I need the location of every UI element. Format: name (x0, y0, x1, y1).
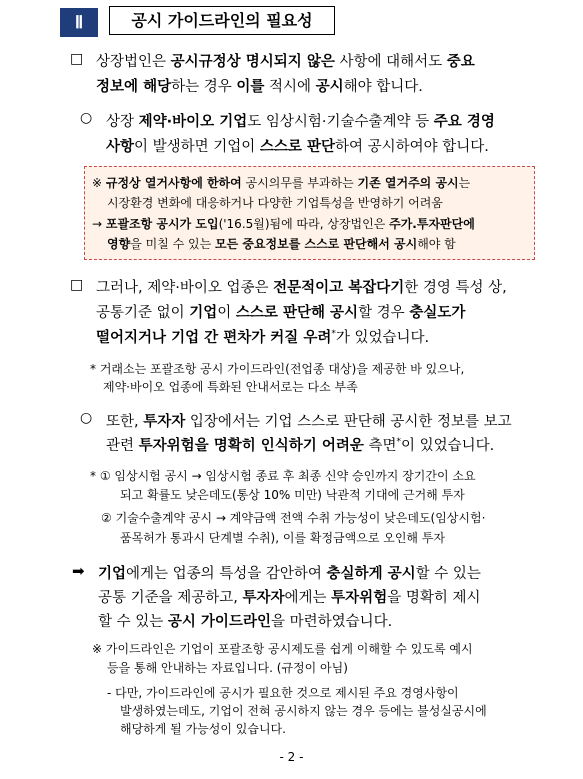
circle-bullet-icon: ○ (80, 410, 93, 426)
footnote-2-line-1: * ① 임상시험 공시 → 임상시험 종료 후 최종 신약 승인까지 장기간이 소요 (90, 469, 476, 483)
footnote-1-line-1: * 거래소는 포괄조항 공시 가이드라인(전업종 대상)을 제공한 바 있으나, (90, 362, 465, 376)
paragraph-4-line-2: 관련 투자위험을 명확히 인식하기 어려운 측면*이 있었습니다. (106, 437, 495, 454)
paragraph-3-line-3: 떨어지거나 기업 간 편차가 커질 우려*가 있었습니다. (96, 329, 430, 346)
paragraph-1-line-2: 정보에 해당하는 경우 이를 적시에 공시해야 합니다. (96, 79, 423, 95)
note-line-2: 시장환경 변화에 대응하거나 다양한 기업특성을 반영하기 어려움 (107, 196, 443, 210)
paragraph-2-line-2: 사항이 발생하면 기업이 스스로 판단하여 공시하여야 합니다. (106, 139, 489, 155)
section-number: Ⅱ (60, 8, 98, 37)
note-2-line-5: 해당하게 될 가능성이 있습니다. (120, 722, 286, 736)
section-title: 공시 가이드라인의 필요성 (109, 6, 335, 35)
note-line-4: 영향을 미칠 수 있는 모든 중요정보를 스스로 판단해서 공시해야 함 (107, 237, 456, 251)
note-2-line-1: ※ 가이드라인은 기업이 포괄조항 공시제도를 쉽게 이해할 수 있도록 예시 (92, 642, 473, 656)
footnote-1-line-2: 제약·바이오 업종에 특화된 안내서로는 다소 부족 (103, 380, 358, 394)
paragraph-3-line-2: 공통기준 없이 기업이 스스로 판단해 공시할 경우 충실도가 (96, 305, 466, 321)
paragraph-1-line-1: 상장법인은 공시규정상 명시되지 않은 사항에 대해서도 중요 (96, 54, 475, 70)
note-line-1: ※ 규정상 열거사항에 한하여 공시의무를 부과하는 기존 열거주의 공시는 (92, 176, 471, 190)
page-number: - 2 - (279, 750, 304, 764)
note-2-line-2: 등을 통해 안내하는 자료입니다. (규정이 아님) (107, 661, 348, 675)
note-2-line-4: 발생하였는데도, 기업이 전혀 공시하지 않는 경우 등에는 불성실공시에 (120, 704, 487, 718)
paragraph-5-line-2: 공통 기준을 제공하고, 투자자에게는 투자위험을 명확히 제시 (98, 590, 481, 606)
square-bullet-icon: □ (70, 51, 84, 67)
footnote-2-line-3: ② 기술수출계약 공시 → 계약금액 전액 수취 가능성이 낮은데도(임상시험· (101, 511, 486, 525)
paragraph-2-line-1: 상장 제약·바이오 기업도 임상시험·기술수출계약 등 주요 경영 (106, 114, 495, 130)
footnote-2-line-4: 품목허가 통과시 단계별 수취), 이를 확정금액으로 오인해 투자 (120, 531, 445, 545)
square-bullet-icon: □ (70, 277, 84, 293)
note-2-line-3: - 다만, 가이드라인에 공시가 필요한 것으로 제시된 주요 경영사항이 (107, 686, 459, 700)
paragraph-5-line-3: 할 수 있는 공시 가이드라인을 마련하였습니다. (98, 614, 393, 630)
footnote-2-line-2: 되고 확률도 낮은데도(통상 10% 미만) 낙관적 기대에 근거해 투자 (120, 488, 465, 502)
paragraph-3-line-1: 그러나, 제약·바이오 업종은 전문적이고 복잡다기한 경영 특성 상, (96, 280, 507, 296)
right-arrow-icon: ➡ (72, 562, 85, 580)
paragraph-4-line-1: 또한, 투자자 입장에서는 기업 스스로 판단해 공시한 정보를 보고 (106, 414, 512, 430)
circle-bullet-icon: ○ (80, 110, 93, 126)
paragraph-5-line-1: 기업에게는 업종의 특성을 감안하여 충실하게 공시할 수 있는 (98, 566, 481, 582)
note-line-3: → 포괄조항 공시가 도입('16.5월)됨에 따라, 상장법인은 주가.투자판단에 (92, 217, 475, 231)
